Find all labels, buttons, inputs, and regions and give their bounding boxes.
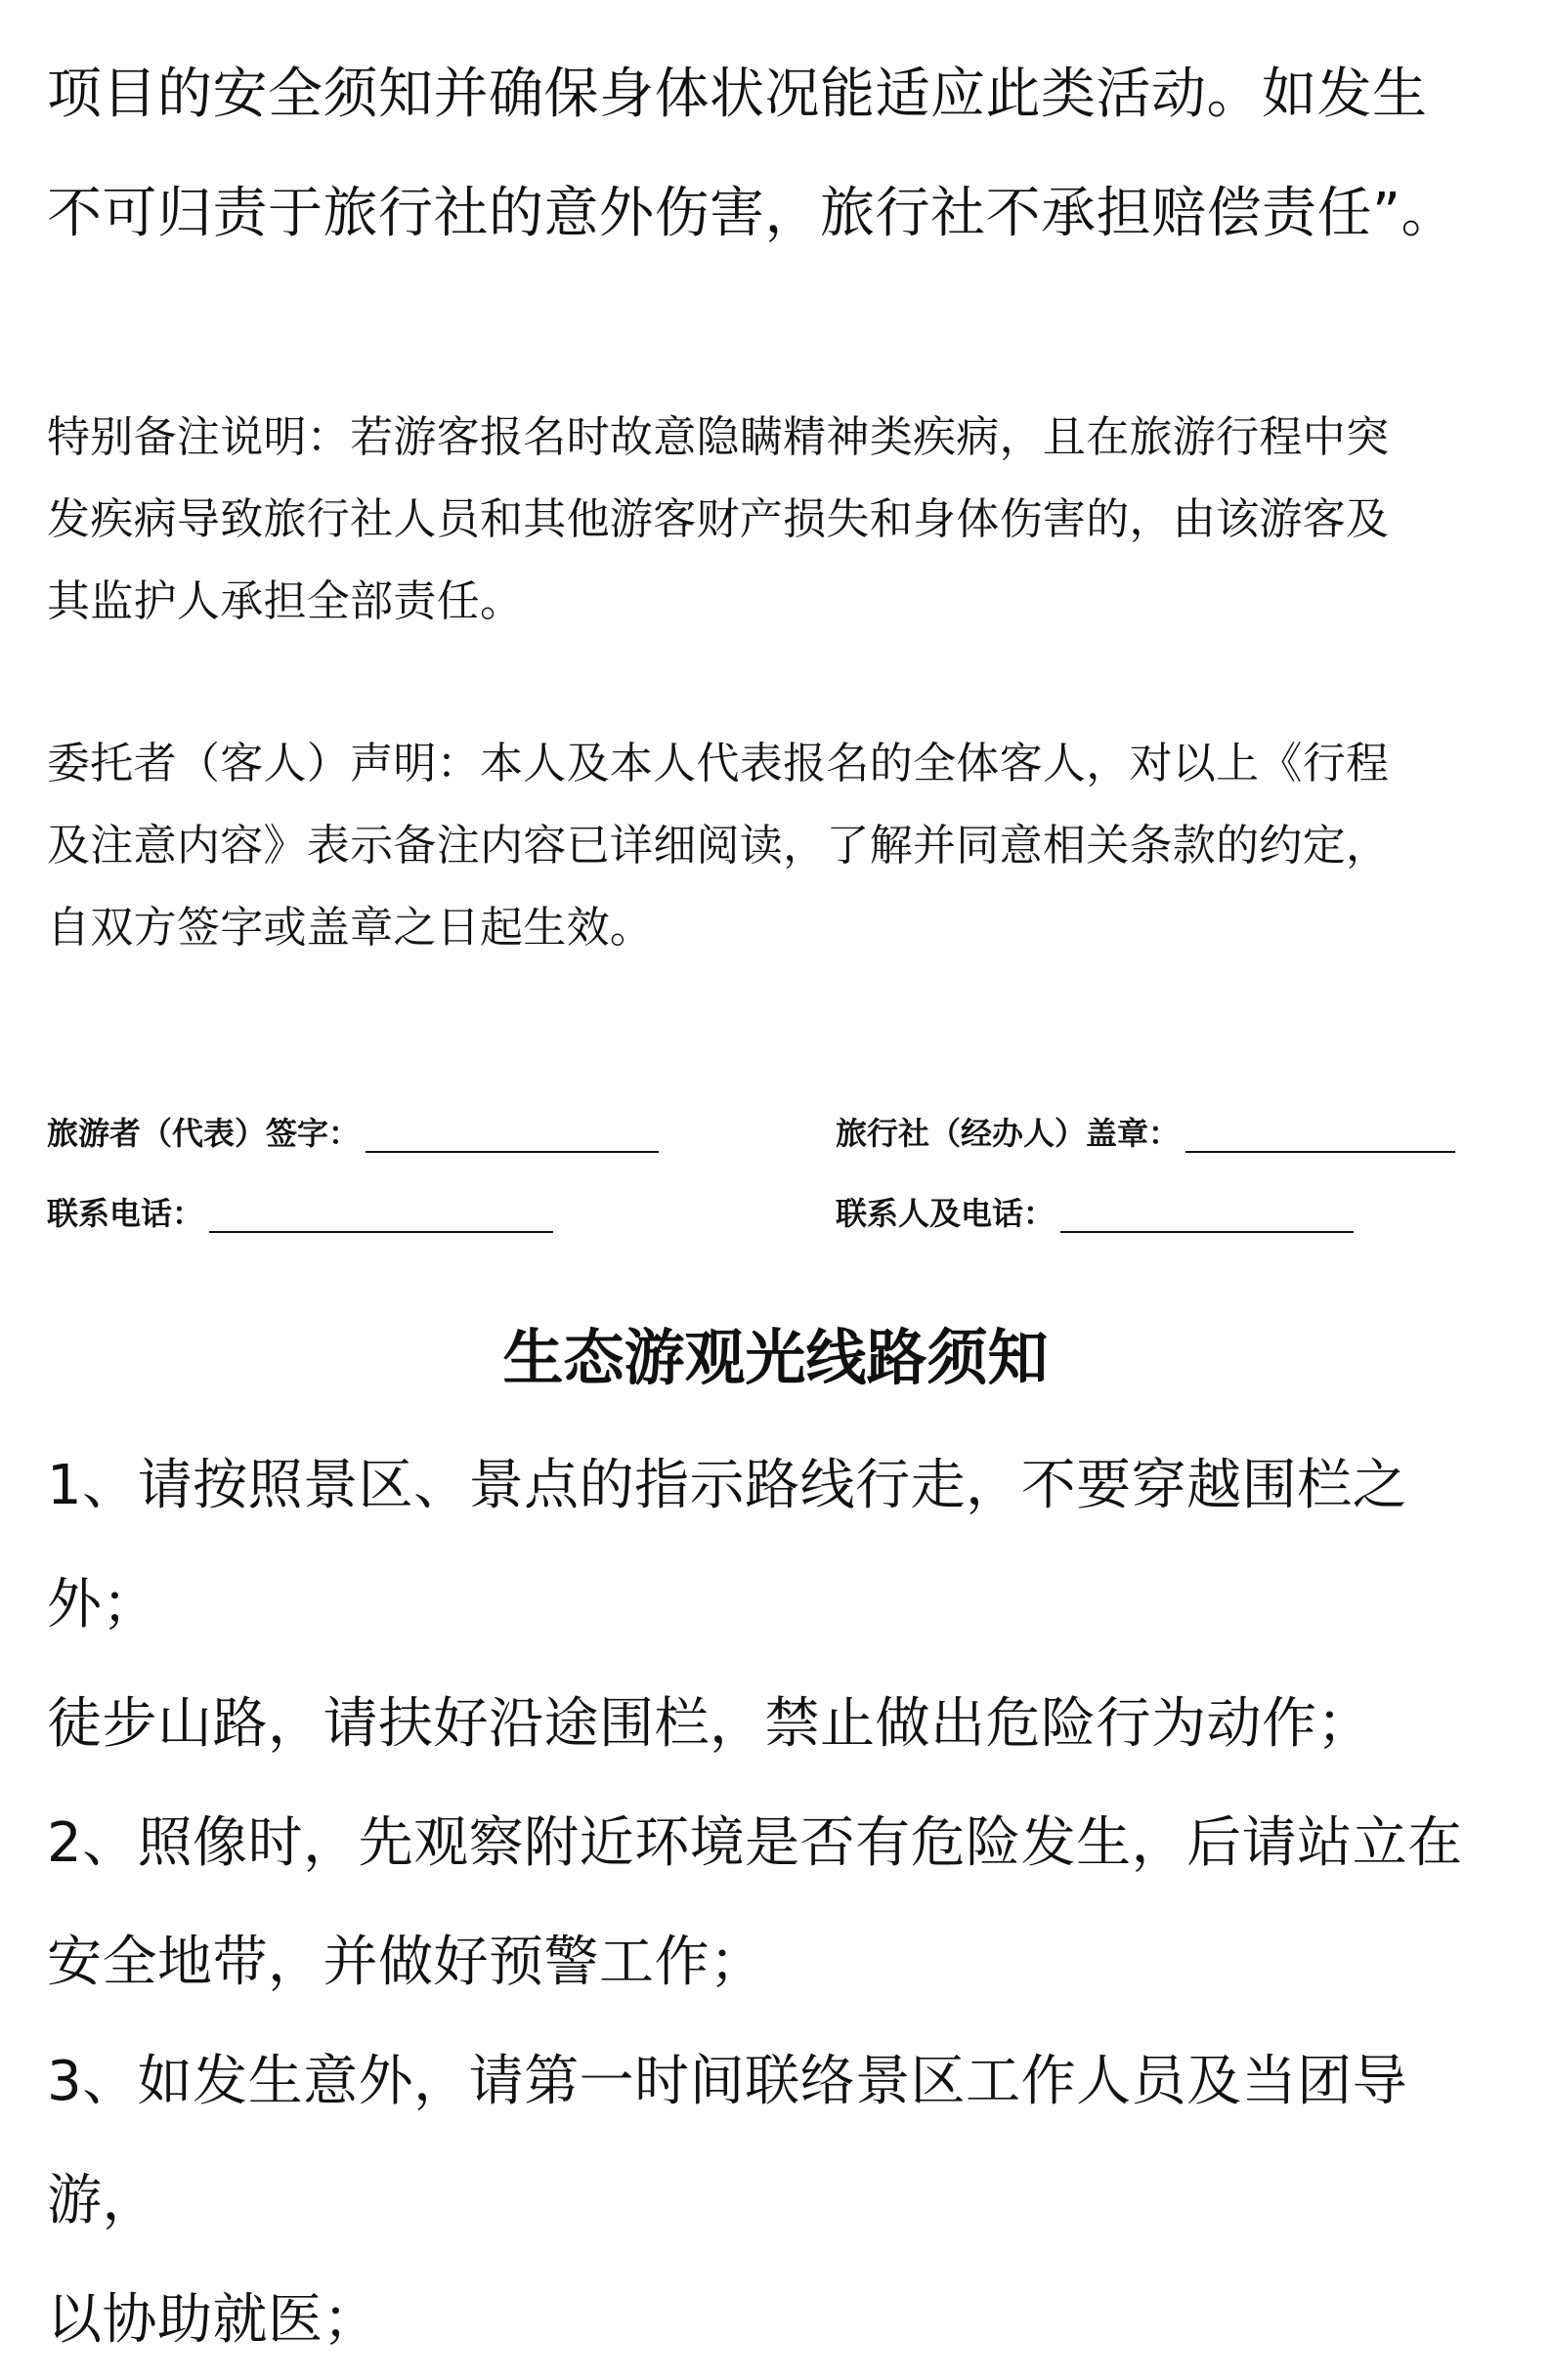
declaration-paragraph (47, 723, 1513, 969)
contact-person-label: 联系人及电话： (836, 1195, 1056, 1232)
notice-line: 3、如发生意外，请第一时间联络景区工作人员及当团导游， (47, 2050, 1408, 2232)
notice-line: 安全地带，并做好预警工作； (47, 1931, 765, 1994)
agency-seal-field (836, 1114, 1455, 1153)
declaration-line: 委托者（客人）声明：本人及本人代表报名的全体客人，对以上《行程 (47, 739, 1390, 788)
declaration-line: 自双方签字或盖章之日起生效。 (47, 903, 654, 953)
intro-paragraph (47, 35, 1513, 274)
special-note-line: 其监护人承担全部责任。 (47, 576, 524, 626)
agency-seal-label: 旅行社（经办人）盖章： (836, 1115, 1181, 1152)
contact-person-line[interactable] (1060, 1202, 1354, 1233)
contact-person-field (836, 1194, 1354, 1233)
notice-line: 徒步山路，请扶好沿途围栏，禁止做出危险行为动作； (47, 1692, 1372, 1756)
notice-line: 2、照像时，先观察附近环境是否有危险发生，后请站立在 (47, 1811, 1463, 1875)
intro-line: 项目的安全须知并确保身体状况能适应此类活动。如发生 (47, 63, 1428, 126)
intro-line: 不可归责于旅行社的意外伤害，旅行社不承担赔偿责任”。 (47, 182, 1457, 245)
agency-seal-line[interactable] (1185, 1122, 1455, 1153)
notice-line: 1、请按照景区、景点的指示路线行走，不要穿越围栏之外； (47, 1454, 1408, 1636)
contact-phone-label: 联系电话： (47, 1195, 204, 1232)
contact-phone-line[interactable] (209, 1202, 553, 1233)
declaration-line: 及注意内容》表示备注内容已详细阅读，了解并同意相关条款的约定， (47, 821, 1390, 871)
tourist-sign-label: 旅游者（代表）签字： (47, 1115, 361, 1152)
tourist-signature-field (47, 1114, 659, 1153)
tourist-signature-line[interactable] (366, 1122, 659, 1153)
notice-title: 生态游观光线路须知 (502, 1322, 1049, 1393)
notice-line: 以协助就医； (47, 2288, 378, 2352)
special-note-line: 特别备注说明：若游客报名时故意隐瞒精神类疾病，且在旅游行程中突 (47, 412, 1390, 462)
special-note-paragraph (47, 397, 1513, 643)
special-note-line: 发疾病导致旅行社人员和其他游客财产损失和身体伤害的，由该游客及 (47, 494, 1390, 544)
contact-phone-field (47, 1194, 553, 1233)
notice-list (47, 1426, 1513, 2380)
